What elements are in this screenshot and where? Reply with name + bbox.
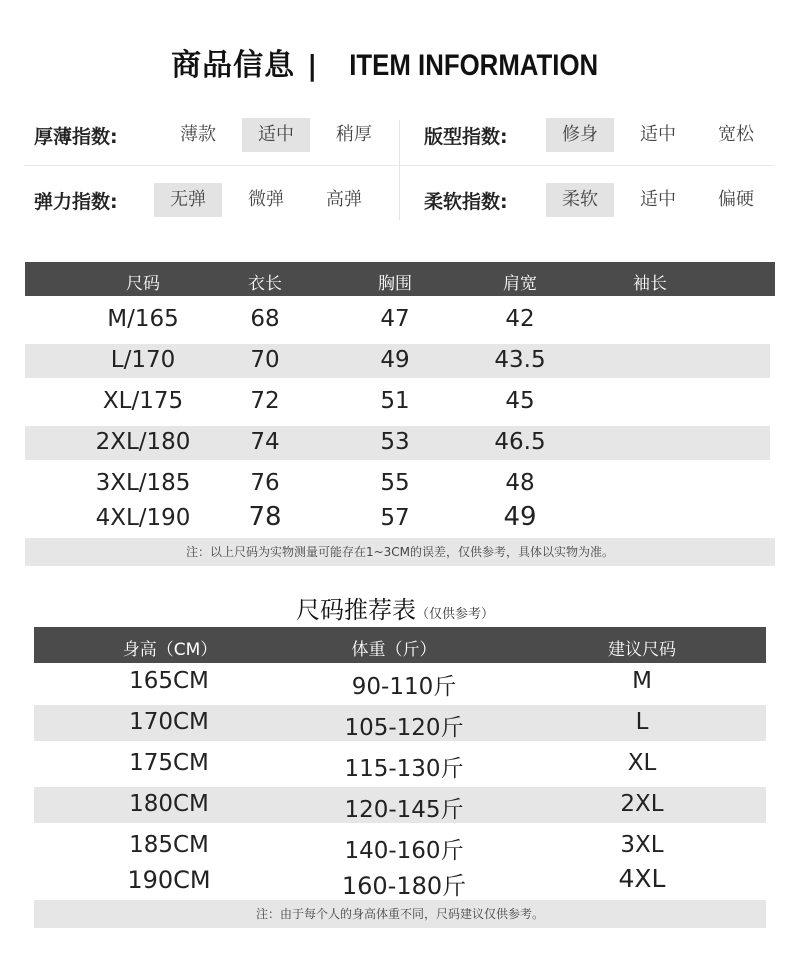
weight-cell: 105-120斤 — [344, 715, 464, 741]
attr-elasticity-option: 高弹 — [326, 189, 362, 210]
length-cell: 74 — [250, 429, 280, 455]
size-row — [25, 502, 775, 535]
recommend-row — [34, 791, 766, 821]
size-cell: M/165 — [107, 306, 179, 332]
attr-thickness-option: 薄款 — [180, 124, 216, 145]
size-row — [25, 347, 775, 377]
recommend-row — [34, 668, 766, 698]
size-col-shoulder: 肩宽 — [503, 274, 537, 294]
weight-cell: 160-180斤 — [341, 872, 467, 900]
shoulder-cell: 43.5 — [494, 347, 546, 373]
length-cell: 70 — [250, 347, 280, 373]
length-cell: 76 — [250, 470, 280, 496]
size-cell: XL/175 — [102, 388, 184, 414]
size-cell: 3XL/185 — [95, 470, 191, 496]
size-row — [25, 388, 775, 418]
shoulder-cell: 49 — [503, 502, 537, 532]
recommend-subtitle: （仅供参考） — [415, 607, 494, 622]
height-cell: 185CM — [129, 832, 209, 858]
chest-cell: 47 — [380, 306, 410, 332]
attr-fit — [424, 117, 780, 153]
chest-cell: 57 — [380, 505, 410, 531]
size-cell: L/170 — [110, 347, 176, 373]
recommend-row — [34, 832, 766, 862]
suggested-size-cell: 2XL — [620, 791, 664, 817]
height-cell: 165CM — [129, 668, 209, 694]
height-cell: 180CM — [129, 791, 209, 817]
length-cell: 68 — [250, 306, 280, 332]
recommend-row — [34, 709, 766, 739]
length-cell: 78 — [248, 502, 282, 532]
chest-cell: 55 — [380, 470, 410, 496]
size-row — [25, 470, 775, 500]
attr-softness-option-selected: 柔软 — [546, 183, 614, 217]
height-cell: 190CM — [127, 866, 211, 894]
weight-cell: 115-130斤 — [344, 756, 464, 782]
attr-softness-option: 适中 — [640, 189, 676, 210]
recommend-row — [34, 864, 766, 900]
title-chinese: 商品信息 — [171, 48, 296, 83]
attr-thickness-label: 厚薄指数: — [34, 125, 118, 148]
attr-softness-option: 偏硬 — [718, 189, 754, 210]
attr-softness-label: 柔软指数: — [424, 190, 508, 213]
height-cell: 175CM — [129, 750, 209, 776]
suggested-size-cell: M — [632, 668, 652, 694]
title-separator: | — [307, 49, 318, 82]
recommend-row — [34, 750, 766, 780]
size-row — [25, 306, 775, 336]
size-table-header — [25, 262, 775, 296]
recommend-title-wrap — [0, 590, 790, 625]
recommend-table-note: 注：由于每个人的身高体重不同，尺码建议仅供参考。 — [34, 900, 766, 928]
size-row — [25, 429, 775, 459]
height-cell: 170CM — [129, 709, 209, 735]
chest-cell: 51 — [380, 388, 410, 414]
attr-elasticity-option-selected: 无弹 — [154, 183, 222, 217]
chest-cell: 53 — [380, 429, 410, 455]
suggested-size-cell: XL — [627, 750, 657, 776]
recommend-title: 尺码推荐表 — [295, 596, 416, 624]
recommend-table-header — [34, 627, 766, 663]
size-col-chest: 胸围 — [378, 274, 412, 294]
weight-cell: 120-145斤 — [344, 797, 464, 823]
attr-softness — [424, 182, 780, 218]
attr-fit-option: 宽松 — [718, 124, 754, 145]
page-title — [0, 40, 790, 84]
size-col-length: 衣长 — [248, 274, 282, 294]
attr-elasticity-option: 微弹 — [248, 189, 284, 210]
attr-thickness — [34, 117, 398, 153]
suggested-size-cell: 3XL — [620, 832, 664, 858]
title-english: ITEM INFORMATION — [349, 49, 599, 82]
recommend-col-size: 建议尺码 — [608, 640, 676, 660]
attr-fit-option-selected: 修身 — [546, 118, 614, 152]
attribute-horizontal-divider — [24, 165, 774, 166]
attr-thickness-option: 稍厚 — [336, 124, 372, 145]
shoulder-cell: 42 — [505, 306, 535, 332]
shoulder-cell: 46.5 — [494, 429, 546, 455]
suggested-size-cell: 4XL — [618, 864, 666, 893]
size-table-note: 注：以上尺码为实物测量可能存在1~3CM的误差，仅供参考，具体以实物为准。 — [25, 538, 775, 566]
shoulder-cell: 48 — [505, 470, 535, 496]
weight-cell: 90-110斤 — [351, 674, 457, 700]
size-cell: 4XL/190 — [95, 505, 191, 531]
attr-elasticity — [34, 182, 388, 218]
shoulder-cell: 45 — [505, 388, 535, 414]
suggested-size-cell: L — [635, 709, 649, 735]
size-cell: 2XL/180 — [95, 429, 191, 455]
weight-cell: 140-160斤 — [344, 838, 464, 864]
attr-fit-option: 适中 — [640, 124, 676, 145]
size-col-sleeve: 袖长 — [633, 274, 667, 294]
attr-elasticity-label: 弹力指数: — [34, 190, 118, 213]
length-cell: 72 — [250, 388, 280, 414]
attr-fit-label: 版型指数: — [424, 125, 508, 148]
chest-cell: 49 — [380, 347, 410, 373]
attr-thickness-option-selected: 适中 — [242, 118, 310, 152]
recommend-col-height: 身高（CM） — [122, 640, 218, 660]
size-col-size: 尺码 — [126, 274, 160, 294]
attribute-vertical-divider — [399, 120, 400, 220]
recommend-col-weight: 体重（斤） — [351, 640, 437, 660]
